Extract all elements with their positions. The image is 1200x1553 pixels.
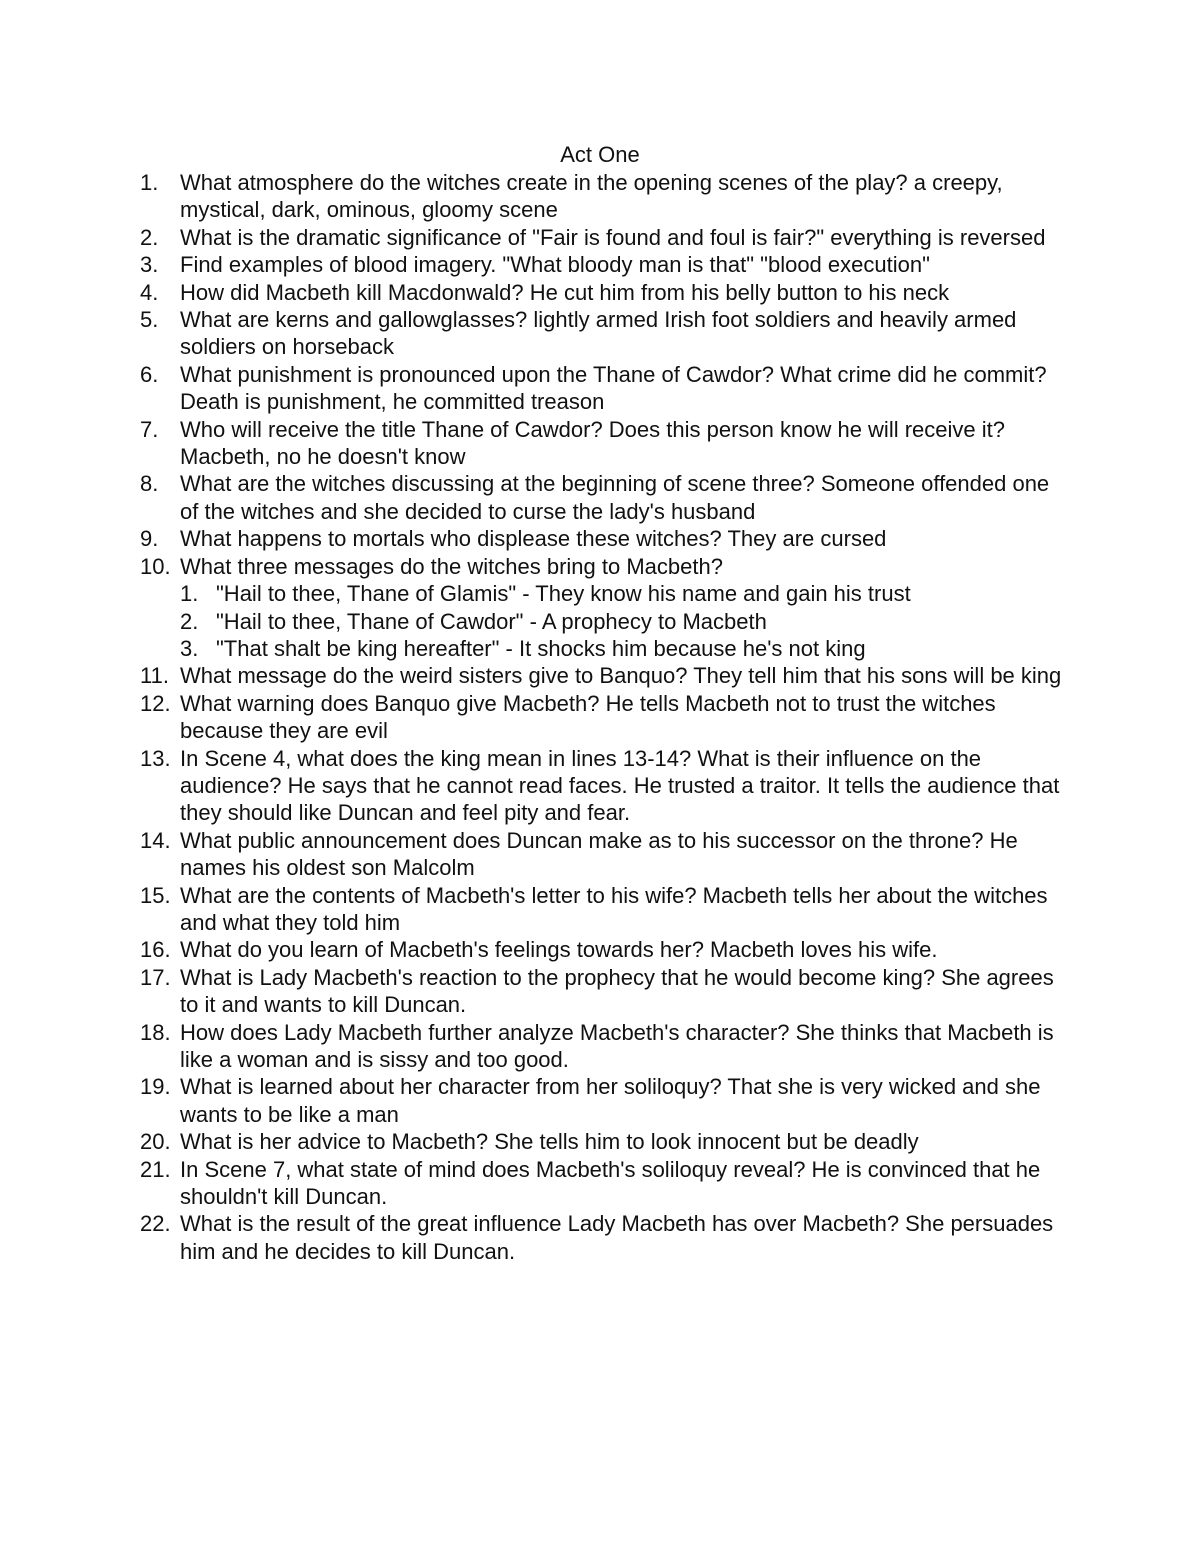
question-number: 2. <box>140 224 159 250</box>
question-text: What are the contents of Macbeth's letter to his wife? Macbeth tells her about the witches and what they told him <box>180 882 1048 935</box>
question-item <box>140 964 1070 1019</box>
message-number: 2. <box>180 608 199 634</box>
question-text: In Scene 4, what does the king mean in lines 13-14? What is their influence on the audience? He says that he cannot read faces. He trusted a traitor. It tells the audience that they should like Duncan and feel pity and fear. <box>180 745 1060 826</box>
question-text: What happens to mortals who displease these witches? They are cursed <box>180 526 887 552</box>
question-text: Find examples of blood imagery. "What bloody man is that" "blood execution" <box>180 252 930 278</box>
question-number: 4. <box>140 279 159 305</box>
message-text: "That shalt be king hereafter" - It shocks him because he's not king <box>216 635 866 661</box>
question-text: Who will receive the title Thane of Cawdor? Does this person know he will receive it? Macbeth, no he doesn't know <box>180 416 1005 470</box>
question-text: What three messages do the witches bring to Macbeth? <box>180 553 723 579</box>
question-item <box>140 882 1070 937</box>
question-text: What are the witches discussing at the beginning of scene three? Someone offended one of the witches and she decided to curse the lady's husband <box>180 471 1050 524</box>
question-number: 6. <box>140 361 159 387</box>
question-item <box>140 470 1070 525</box>
question-number: 1. <box>140 170 159 195</box>
question-item <box>140 251 1070 278</box>
question-text: What do you learn of Macbeth's feelings towards her? Macbeth loves his wife. <box>180 937 938 963</box>
question-number: 15. <box>140 882 171 908</box>
question-item <box>140 827 1070 882</box>
question-item <box>140 361 1070 416</box>
question-text: How does Lady Macbeth further analyze Macbeth's character? She thinks that Macbeth is like a woman and is sissy and too good. <box>180 1019 1054 1072</box>
question-text: What is the result of the great influence Lady Macbeth has over Macbeth? She persuades him and he decides to kill Duncan. <box>180 1211 1054 1264</box>
question-number: 12. <box>140 690 171 716</box>
question-item <box>140 745 1070 827</box>
question-number: 8. <box>140 471 159 497</box>
message-sublist <box>180 580 1070 662</box>
question-item <box>140 1073 1070 1128</box>
question-number: 17. <box>140 964 171 990</box>
question-item <box>140 279 1070 306</box>
question-text: What message do the weird sisters give to Banquo? They tell him that his sons will be king <box>180 663 1062 689</box>
question-number: 7. <box>140 416 159 442</box>
question-text: What is her advice to Macbeth? She tells him to look innocent but be deadly <box>180 1129 919 1155</box>
question-number: 13. <box>140 745 171 771</box>
question-number: 9. <box>140 526 159 552</box>
question-number: 16. <box>140 937 171 963</box>
question-text: What punishment is pronounced upon the Thane of Cawdor? What crime did he commit? Death is punishment, he committed treason <box>180 361 1047 415</box>
question-item <box>140 1156 1070 1211</box>
question-text: What atmosphere do the witches create in the opening scenes of the play? a creepy, mystical, dark, ominous, gloomy scene <box>180 170 1003 223</box>
message-text: "Hail to thee, Thane of Glamis" - They know his name and gain his trust <box>216 581 911 607</box>
question-number: 10. <box>140 553 171 579</box>
question-number: 20. <box>140 1129 171 1155</box>
question-item <box>140 1128 1070 1155</box>
question-item <box>140 1019 1070 1074</box>
message-number: 3. <box>180 635 199 661</box>
question-number: 21. <box>140 1156 171 1182</box>
question-number: 14. <box>140 827 171 853</box>
question-text: What is learned about her character from her soliloquy? That she is very wicked and she wants to be like a man <box>180 1074 1041 1127</box>
question-item <box>140 306 1070 361</box>
question-item <box>140 224 1070 251</box>
question-item <box>140 553 1070 663</box>
question-number: 22. <box>140 1211 171 1237</box>
question-item <box>140 936 1070 963</box>
question-text: What warning does Banquo give Macbeth? He tells Macbeth not to trust the witches because they are evil <box>180 690 996 744</box>
message-text: "Hail to thee, Thane of Cawdor" - A prophecy to Macbeth <box>216 608 767 634</box>
question-item <box>140 416 1070 471</box>
message-item <box>180 608 1070 635</box>
question-number: 5. <box>140 307 159 333</box>
question-text: In Scene 7, what state of mind does Macbeth's soliloquy reveal? He is convinced that he shouldn't kill Duncan. <box>180 1156 1041 1210</box>
question-number: 19. <box>140 1074 171 1100</box>
question-item <box>140 1210 1070 1265</box>
question-text: How did Macbeth kill Macdonwald? He cut him from his belly button to his neck <box>180 279 950 305</box>
question-number: 11. <box>140 663 169 689</box>
question-item <box>140 690 1070 745</box>
question-text: What are kerns and gallowglasses? lightly armed Irish foot soldiers and heavily armed soldiers on horseback <box>180 307 1017 360</box>
question-number: 18. <box>140 1019 171 1045</box>
question-item <box>140 169 1070 224</box>
question-text: What is Lady Macbeth's reaction to the prophecy that he would become king? She agrees to it and wants to kill Duncan. <box>180 964 1054 1018</box>
question-item <box>140 525 1070 552</box>
message-number: 1. <box>180 581 199 607</box>
question-number: 3. <box>140 252 159 278</box>
question-list <box>140 169 1070 1265</box>
question-text: What is the dramatic significance of "Fair is found and foul is fair?" everything is reversed <box>180 224 1046 250</box>
message-item <box>180 635 1070 662</box>
document-title: Act One <box>560 142 640 167</box>
question-item <box>140 662 1070 689</box>
question-text: What public announcement does Duncan make as to his successor on the throne? He names his oldest son Malcolm <box>180 827 1018 881</box>
message-item <box>180 580 1070 607</box>
